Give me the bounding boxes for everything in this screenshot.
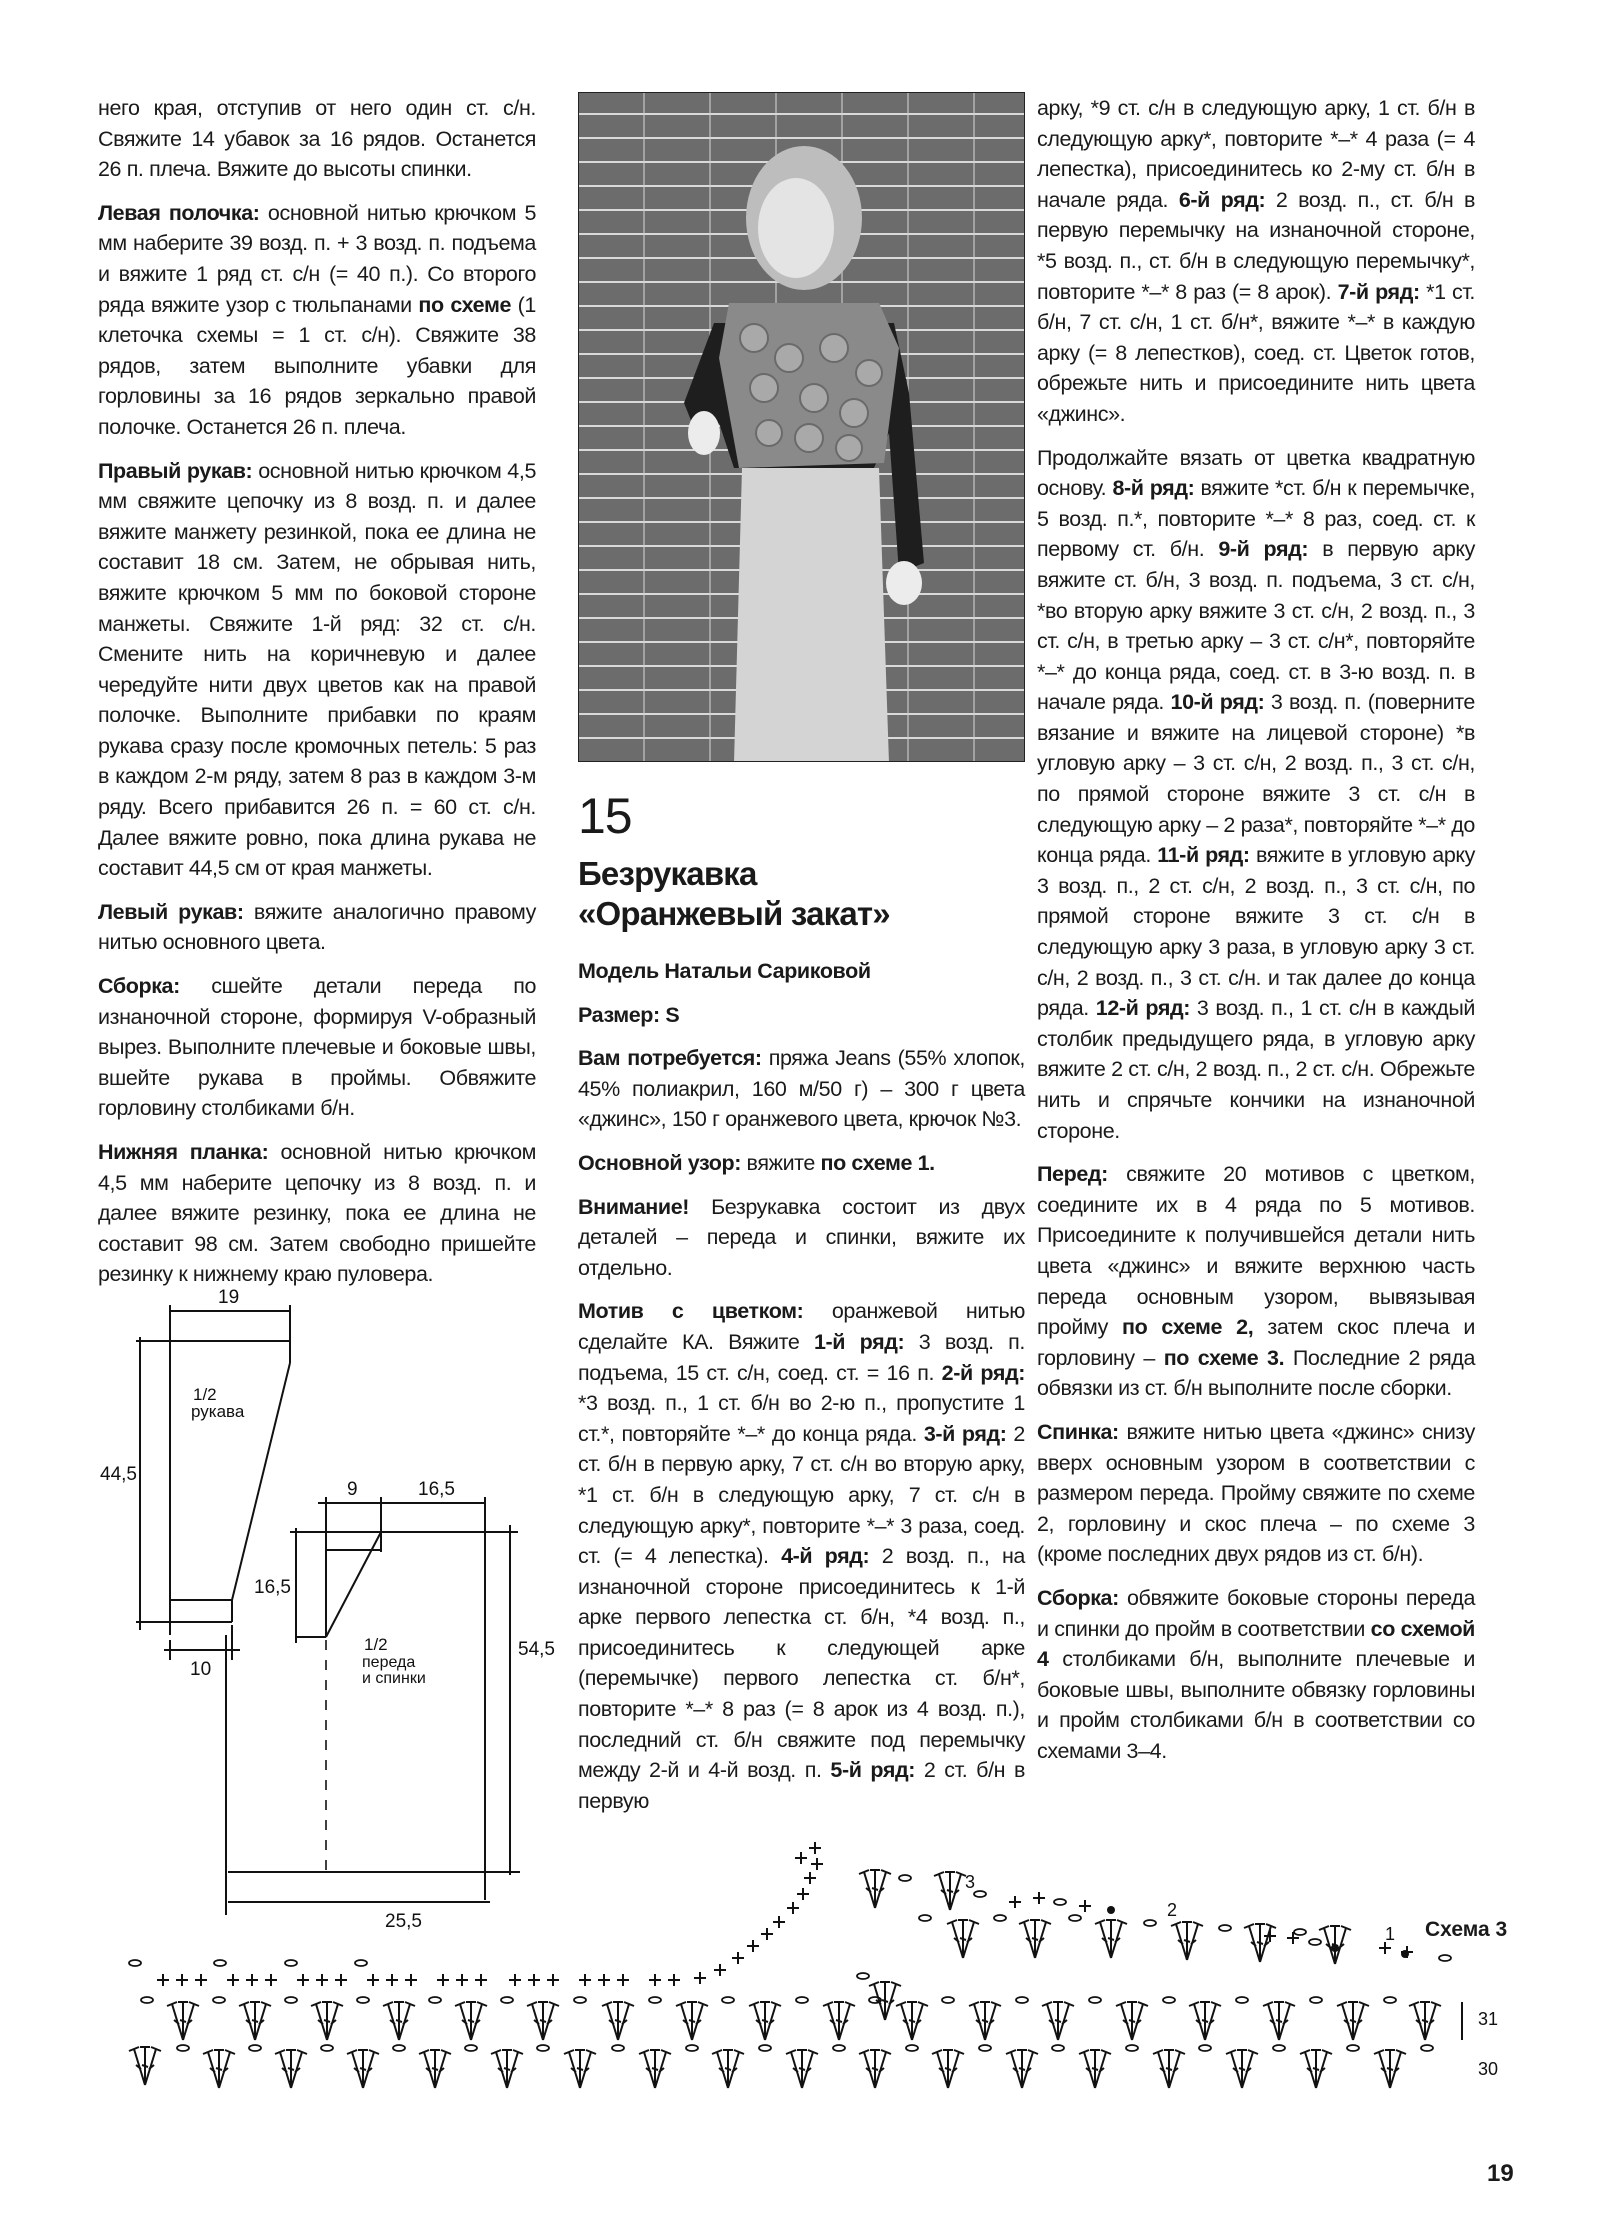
size-info: Размер: S [578, 1002, 680, 1027]
step-label-2: 2 [1167, 1900, 1178, 1920]
svg-text:1/2: 1/2 [364, 1635, 388, 1654]
row-label-30: 30 [1478, 2059, 1499, 2079]
section-front: Перед: свяжите 20 мотивов с цветком, соедините их в 4 ряда по 5 мотивов. Присоедините к получившейся детали нить цвета «джинс» и вяжите верхнюю часть переда основным узором, вывязывая пройму по схеме 2, затем скос плеча и горловину – по схеме 3. Последние 2 ряда обвязки из ст. б/н выполните после сборки. [1037, 1162, 1476, 1401]
section-right-sleeve: Правый рукав: основной нитью крючком 4,5 мм свяжите цепочку из 8 возд. п. и далее вяжите манжету резинкой, пока ее длина не составит 18 см. Затем, не обрывая нить, вяжите крючком 5 мм по боковой стороне манжеты. Свяжите 1-й ряд: 32 ст. с/н. Смените нить на коричневую и далее чередуйте нити двух цветов как на правой полочке. Выполните прибавки по краям рукава сразу после кромочных петель: 5 раз в каждом 2-м ряду, затем 8 раз в каждом 3-м ряду. Всего прибавится 26 п. = 60 ст. с/н. Далее вяжите ровно, пока длина рукава не составит 44,5 см от края манжеты. [98, 458, 536, 881]
section-bottom-band: Нижняя планка: основной нитью крючком 4,5 мм наберите цепочку из 8 возд. п. и далее вяжите резинку, пока ее длина не составит 98 см. Затем свободно пришейте резинку к нижнему краю пуловера. [98, 1140, 537, 1287]
section-attention: Внимание! Безрукавка состоит из двух деталей – переда и спинки, вяжите их отдельно. [578, 1194, 1025, 1280]
schema-sc-row [129, 1960, 680, 1986]
author-credit: Модель Натальи Сариковой [578, 959, 871, 983]
schema-neck-shaping [694, 1842, 1451, 2020]
body-height-label: 54,5 [518, 1639, 555, 1660]
body-piece-label: переда [362, 1654, 416, 1671]
section-label: Основной узор: [578, 1150, 741, 1175]
left-column [98, 93, 536, 1303]
schema-row-31 [141, 1997, 1462, 2040]
svg-text:и спинки: и спинки [362, 1670, 426, 1687]
section-left-sleeve: Левый рукав: вяжите аналогично правому нитью основного цвета. [98, 899, 536, 955]
page-number: 19 [1487, 2160, 1514, 2187]
svg-text:1/2: 1/2 [193, 1385, 217, 1404]
step-label-1: 1 [1385, 1924, 1396, 1944]
section-assembly-vest: Сборка: обвяжите боковые стороны переда и спинки до пройм в соответствии со схемой 4 столбиками б/н, выполните плечевые и боковые швы, выполните обвязку горловины и пройм столбиками б/н в соответствии со схемами 3–4. [1037, 1585, 1475, 1763]
step-label-3: 3 [965, 1872, 976, 1892]
crochet-schema-3 [95, 1830, 1515, 2110]
article-title: Безрукавка «Оранжевый закат» [578, 855, 890, 932]
section-label: Левая полочка: [98, 200, 260, 225]
person-silhouette [674, 133, 934, 762]
section-label: Нижняя планка: [98, 1140, 269, 1164]
section-label: Сборка: [98, 974, 180, 999]
sleeve-height-label: 44,5 [100, 1464, 137, 1485]
schema-title: Схема 3 [1425, 1918, 1508, 1941]
section-label: Внимание! [578, 1194, 690, 1219]
section-assembly: Сборка: сшейте детали переда по изнаночной стороне, формируя V-образный вырез. Выполните плечевые и боковые швы, вшейте рукава в проймы. Обвяжите горловину столбиками б/н. [98, 974, 536, 1121]
armhole-height-label: 16,5 [254, 1577, 291, 1598]
schema-row-30 [129, 2045, 1433, 2088]
neck-width-label: 9 [347, 1479, 358, 1500]
section-label: Правый рукав: [98, 458, 253, 483]
paragraph-square-base: Продолжайте вязать от цветка квадратную основу. 8-й ряд: вяжите *ст. б/н к перемычке, 5 возд. п.*, повторите *–* 8 раз, соед. ст. к первому ст. б/н. 9-й ряд: в первую арку вяжите ст. б/н, 3 возд. п. подъема, 3 ст. с/н, *во вторую арку вяжите 3 ст. с/н, 2 возд. п., 3 ст. с/н, в третью арку – 3 ст. с/н*, повторяйте *–* до конца ряда, соед. ст. в 3-ю возд. п. в начале ряда. 10-й ряд: 3 возд. п. (поверните вязание и вяжите на лицевой стороне) *в угловую арку – 3 ст. с/н, 2 возд. п., 3 ст. с/н, по прямой стороне вяжите 3 ст. с/н в следующую арку – 2 раза*, повторяйте *–* до конца ряда. 11-й ряд: вяжите в угловую арку 3 возд. п., 2 ст. с/н, 2 возд. п., 3 ст. с/н, по прямой стороне вяжите 3 ст. с/н в следующую арку 3 раза, в угловую арку 3 ст. с/н, 2 возд. п., 3 ст. с/н. и так далее до конца ряда. 12-й ряд: 3 возд. п., 1 ст. с/н в каждый столбик предыдущего ряда, в угловую арку вяжите 2 ст. с/н, 2 возд. п., 2 ст. с/н. Обрежьте нить и спрячьте кончики на изнаночной стороне. [1037, 445, 1476, 1143]
article-number: 15 [578, 788, 632, 844]
section-main-pattern: Основной узор: вяжите по схеме 1. [578, 1150, 935, 1175]
section-back: Спинка: вяжите нитью цвета «джинс» снизу вверх основным узором в соответствии с размером переда. Пройму свяжите по схеме 2, горловину и скос плеча – по схеме 3 (кроме последних двух рядов из ст. б/н). [1037, 1419, 1475, 1567]
section-label: Перед: [1037, 1162, 1108, 1187]
section-label: Мотив с цветком: [578, 1299, 804, 1324]
sleeve-piece-label: рукава [191, 1402, 245, 1421]
section-materials: Вам потребуется: пряжа Jeans (55% хлопок, 45% полиакрил, 160 м/50 г) – 300 г цвета «джинс», 150 г оранжевого цвета, крючок №3. [578, 1046, 1025, 1132]
section-label: Левый рукав: [98, 899, 244, 924]
sleeve-bottom-width-label: 10 [190, 1659, 212, 1680]
middle-column [578, 790, 1025, 1829]
section-left-front: Левая полочка: основной нитью крючком 5 мм наберите 39 возд. п. + 3 возд. п. подъема и вяжите 1 ряд ст. с/н (= 40 п.). Со второго ряда вяжите узор с тюльпанами по схеме (1 клеточка схемы = 1 ст. с/н). Свяжите 38 рядов, затем выполните убавки для горловины за 16 рядов зеркально правой полочке. Останется 26 п. плеча. [98, 200, 536, 439]
row-label-31: 31 [1478, 2009, 1499, 2029]
section-label: Вам потребуется: [578, 1046, 762, 1071]
paragraph-motif-continued: арку, *9 ст. с/н в следующую арку, 1 ст. б/н в следующую арку*, повторите *–* 4 раза (= 4 лепестка), присоединитесь ко 2-му ст. б/н в начале ряда. 6-й ряд: 2 возд. п., ст. б/н в первую перемычку на изнаночной стороне, *5 возд. п., ст. б/н в следующую перемычку*, повторите *–* 8 раз (= 8 арок). 7-й ряд: *1 ст. б/н, 7 ст. с/н, 1 ст. б/н*, вяжите *–* в каждую арку (= 8 лепестков), соед. ст. Цветок готов, обрежьте нить и присоедините нить цвета «джинс». [1037, 96, 1475, 426]
model-photo [578, 92, 1025, 762]
body-bottom-width-label: 25,5 [385, 1911, 422, 1932]
section-label: Сборка: [1037, 1585, 1119, 1610]
right-column [1037, 93, 1475, 1779]
section-flower-motif: Мотив с цветком: оранжевой нитью сделайте КА. Вяжите 1-й ряд: 3 возд. п. подъема, 15 ст. с/н, соед. ст. = 16 п. 2-й ряд: *3 возд. п., 1 ст. б/н во 2-ю п., пропустите 1 ст.*, повторяйте *–* до конца ряда. 3-й ряд: 2 ст. б/н в первую арку, 7 ст. с/н во вторую арку, *1 ст. б/н в следующую арку, 7 ст. с/н в следующую арку*, повторите *–* 3 раза, соед. ст. (= 4 лепестка). 4-й ряд: 2 возд. п., на изнаночной стороне присоединитесь к 1-й арке первого лепестка ст. б/н, *4 возд. п., присоединитесь к следующей арке (перемычке) первого лепестка ст. б/н*, повторите *–* 8 раз (= 8 арок из 4 возд. п.), последний ст. б/н свяжите под перемычку между 2-й и 4-й возд. п. 5-й ряд: 2 ст. б/н в первую [578, 1299, 1026, 1813]
shoulder-width-label: 16,5 [418, 1479, 455, 1500]
sleeve-top-width-label: 19 [218, 1287, 240, 1308]
section-label: Спинка: [1037, 1419, 1119, 1444]
paragraph-continuation: него края, отступив от него один ст. с/н. Свяжите 14 убавок за 16 рядов. Останется 26 п. плеча. Вяжите до высоты спинки. [98, 96, 536, 182]
